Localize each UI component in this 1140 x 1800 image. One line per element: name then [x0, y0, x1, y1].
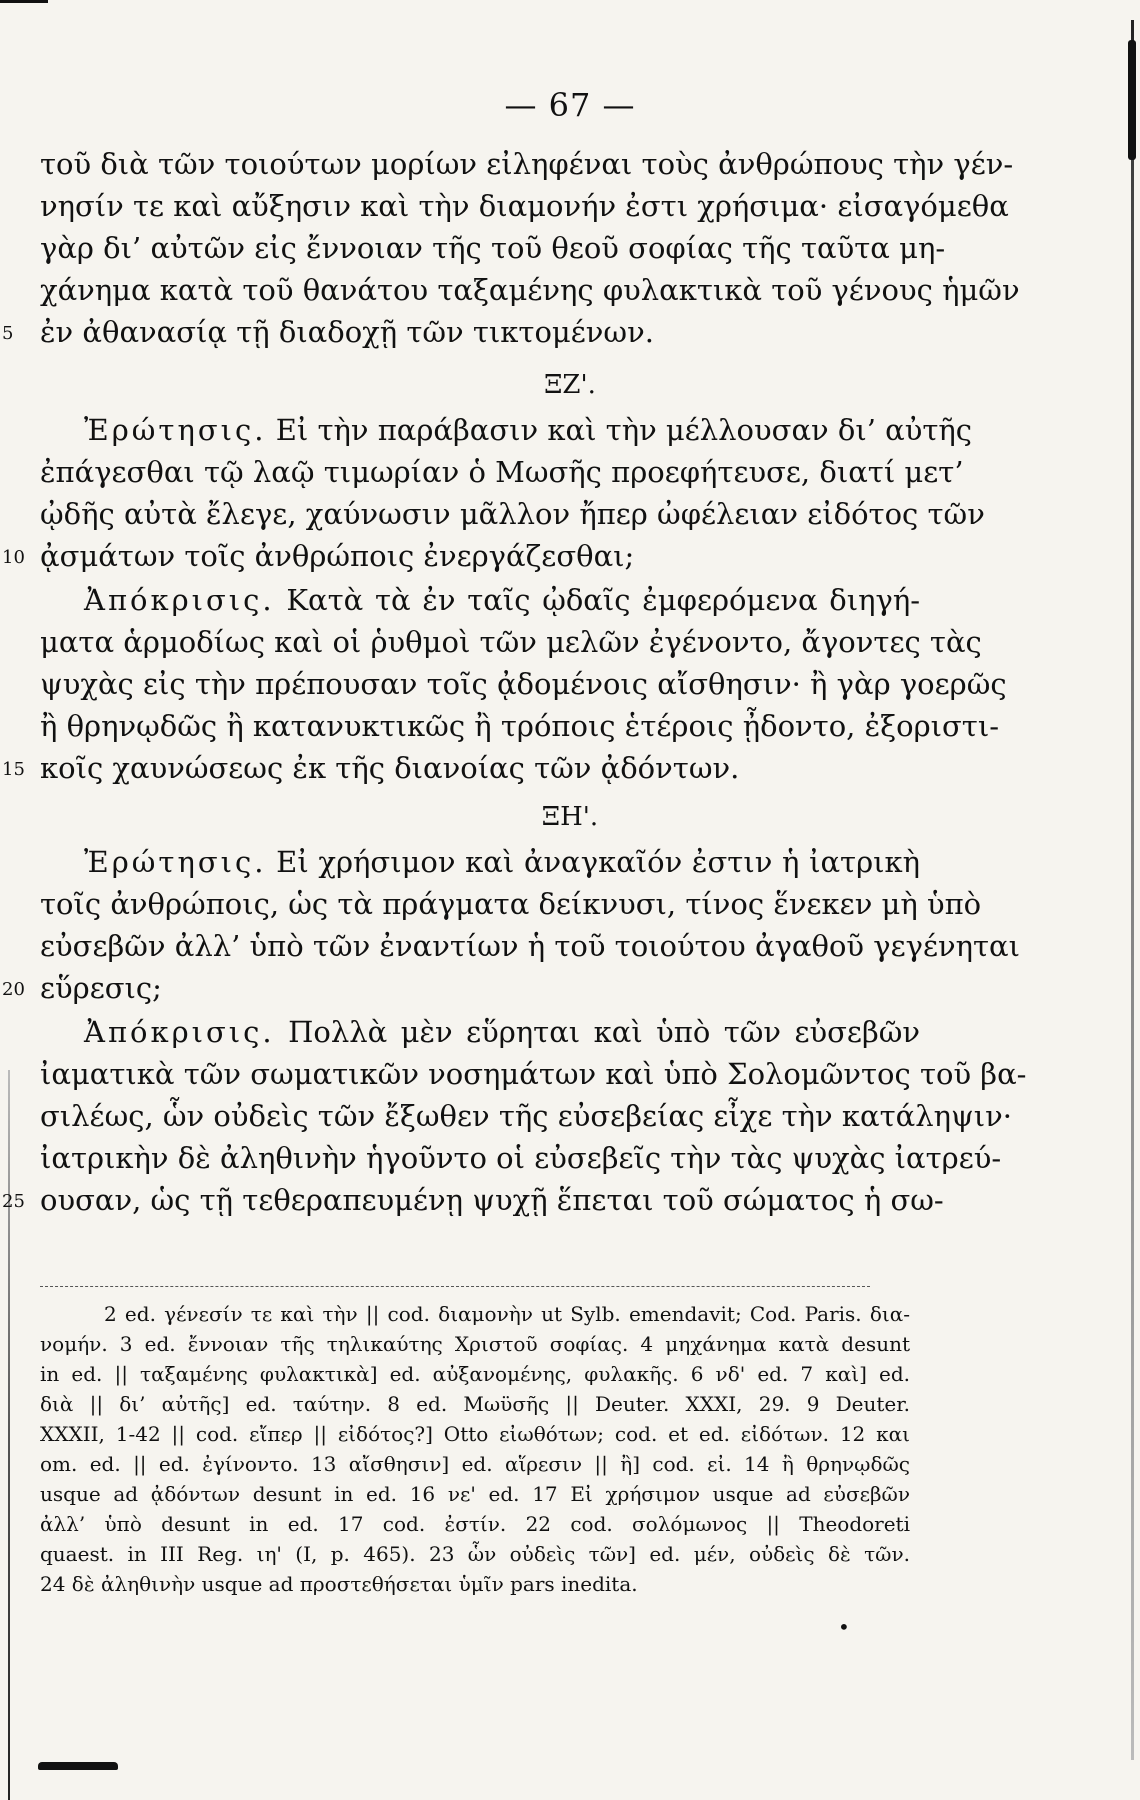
text-line: Ἐρώτησις. Εἰ χρήσιμον καὶ ἀναγκαῖόν ἐστιν ἡ ἰατρικὴ [84, 845, 920, 879]
line-number: 15 [2, 759, 25, 780]
footnote-line: ἀλλ’ ὑπὸ desunt in ed. 17 cod. ἐστίν. 22 cod. σολόμωνος || Theodoreti [40, 1512, 910, 1536]
line-number: 10 [2, 547, 25, 568]
spaced-lead-word: Ἀπόκρισις. [84, 583, 275, 617]
footnote-line: usque ad ᾀδόντων desunt in ed. 16 νε' ed. 17 Εἰ χρήσιμον usque ad εὐσεβῶν [40, 1482, 910, 1506]
spaced-lead-word: Ἐρώτησις. [84, 413, 267, 447]
footnote-line: XXXII, 1-42 || cod. εἴπερ || εἰδότος?] Otto εἰωθότων; cod. et ed. εἰδότων. 12 και [40, 1422, 910, 1446]
text-line: ουσαν, ὡς τῇ τεθεραπευμένῃ ψυχῇ ἕπεται τοῦ σώματος ἡ σω- [40, 1183, 944, 1217]
text-line: ἐν ἀθανασίᾳ τῇ διαδοχῇ τῶν τικτομένων. [40, 315, 654, 349]
text-line: Ἐρώτησις. Εἰ τὴν παράβασιν καὶ τὴν μέλλουσαν δι’ αὐτῆς [84, 413, 973, 447]
footnote-line: 2 ed. γένεσίν τε καὶ τὴν || cod. διαμονὴν ut Sylb. emendavit; Cod. Paris. δια- [104, 1302, 910, 1326]
text-line: Ἀπόκρισις. Κατὰ τὰ ἐν ταῖς ᾠδαῖς ἐμφερόμενα διηγή- [84, 583, 920, 617]
text-line: σιλέως, ὧν οὐδεὶς τῶν ἔξωθεν τῆς εὐσεβείας εἶχε τὴν κατάληψιν· [40, 1099, 1012, 1133]
text-line: ᾠδῆς αὐτὰ ἔλεγε, χαύνωσιν μᾶλλον ἤπερ ὠφέλειαν εἰδότος τῶν [40, 497, 985, 531]
right-page-edge [1131, 20, 1134, 1760]
text-line: ἰατρικὴν δὲ ἀληθινὴν ἡγοῦντο οἱ εὐσεβεῖς τὴν τὰς ψυχὰς ἰατρεύ- [40, 1141, 1002, 1175]
text-line: ματα ἁρμοδίως καὶ οἱ ῥυθμοὶ τῶν μελῶν ἐγένοντο, ἄγοντες τὰς [40, 625, 982, 659]
text-line: κοῖς χαυνώσεως ἐκ τῆς διανοίας τῶν ᾀδόντων. [40, 751, 740, 785]
footnote-line: in ed. || ταξαμένης φυλακτικὰ] ed. αὐξανομένης, φυλακῆς. 6 νδ' ed. 7 καὶ] ed. [40, 1362, 910, 1386]
section-heading: ΞΖ'. [544, 370, 596, 400]
text-line: χάνημα κατὰ τοῦ θανάτου ταξαμένης φυλακτικὰ τοῦ γένους ἡμῶν [40, 273, 1020, 307]
text-line: εὐσεβῶν ἀλλ’ ὑπὸ τῶν ἐναντίων ἡ τοῦ τοιούτου ἀγαθοῦ γεγένηται [40, 929, 1020, 963]
text-line: ἰαματικὰ τῶν σωματικῶν νοσημάτων καὶ ὑπὸ Σολομῶντος τοῦ βα- [40, 1057, 1027, 1091]
text-line: ἐπάγεσθαι τῷ λαῷ τιμωρίαν ὁ Μωσῆς προεφήτευσε, διατί μετ’ [40, 455, 964, 489]
footnote-line: 24 δὲ ἀληθινὴν usque ad προστεθήσεται ὑμῖν pars inedita. [40, 1572, 638, 1596]
text-line: Ἀπόκρισις. Πολλὰ μὲν εὕρηται καὶ ὑπὸ τῶν εὐσεβῶν [84, 1015, 920, 1049]
line-number: 20 [2, 979, 25, 1000]
text-line: ἢ θρηνῳδῶς ἢ κατανυκτικῶς ἢ τρόποις ἑτέροις ᾖδοντο, ἐξοριστι- [40, 709, 1000, 743]
text-line: γὰρ δι’ αὐτῶν εἰς ἔννοιαν τῆς τοῦ θεοῦ σοφίας τῆς ταῦτα μη- [40, 231, 946, 265]
line-number: 25 [2, 1191, 25, 1212]
spaced-lead-word: Ἀπόκρισις. [84, 1015, 275, 1049]
page-number: — 67 — [504, 86, 636, 124]
text-line: εὕρεσις; [40, 971, 162, 1005]
section-heading: ΞΗ'. [541, 802, 599, 832]
spaced-lead-word: Ἐρώτησις. [84, 845, 267, 879]
top-edge-rule [0, 0, 48, 3]
footnote-line: διὰ || δι’ αὐτῆς] ed. ταύτην. 8 ed. Μωϋσῆς || Deuter. XXXI, 29. 9 Deuter. [40, 1392, 910, 1416]
left-page-edge [8, 1070, 10, 1800]
ink-dot-mark: • [838, 1615, 850, 1639]
footnote-separator [40, 1286, 870, 1287]
text-line: τοῦ διὰ τῶν τοιούτων μορίων εἰληφέναι τοὺς ἀνθρώπους τὴν γέν- [40, 147, 1014, 181]
text-line: νησίν τε καὶ αὔξησιν καὶ τὴν διαμονήν ἐστι χρήσιμα· εἰσαγόμεθα [40, 189, 1009, 223]
line-number: 5 [2, 323, 14, 344]
text-line: ψυχὰς εἰς τὴν πρέπουσαν τοῖς ᾀδομένοις αἴσθησιν· ἢ γὰρ γοερῶς [40, 667, 1007, 701]
bottom-ink-mark [38, 1762, 118, 1770]
footnote-line: quaest. in III Reg. ιη' (I, p. 465). 23 ὧν οὐδεὶς τῶν] ed. μέν, οὐδεὶς δὲ τῶν. [40, 1542, 910, 1566]
text-line: τοῖς ἀνθρώποις, ὡς τὰ πράγματα δείκνυσι, τίνος ἕνεκεν μὴ ὑπὸ [40, 887, 982, 921]
footnote-line: νομήν. 3 ed. ἔννοιαν τῆς τηλικαύτης Χριστοῦ σοφίας. 4 μηχάνημα κατὰ desunt [40, 1332, 910, 1356]
text-line: ᾀσμάτων τοῖς ἀνθρώποις ἐνεργάζεσθαι; [40, 539, 635, 573]
footnote-line: om. ed. || ed. ἐγίνοντο. 13 αἴσθησιν] ed. αἵρεσιν || ἢ] cod. εἰ. 14 ἢ θρηνῳδῶς [40, 1452, 910, 1476]
